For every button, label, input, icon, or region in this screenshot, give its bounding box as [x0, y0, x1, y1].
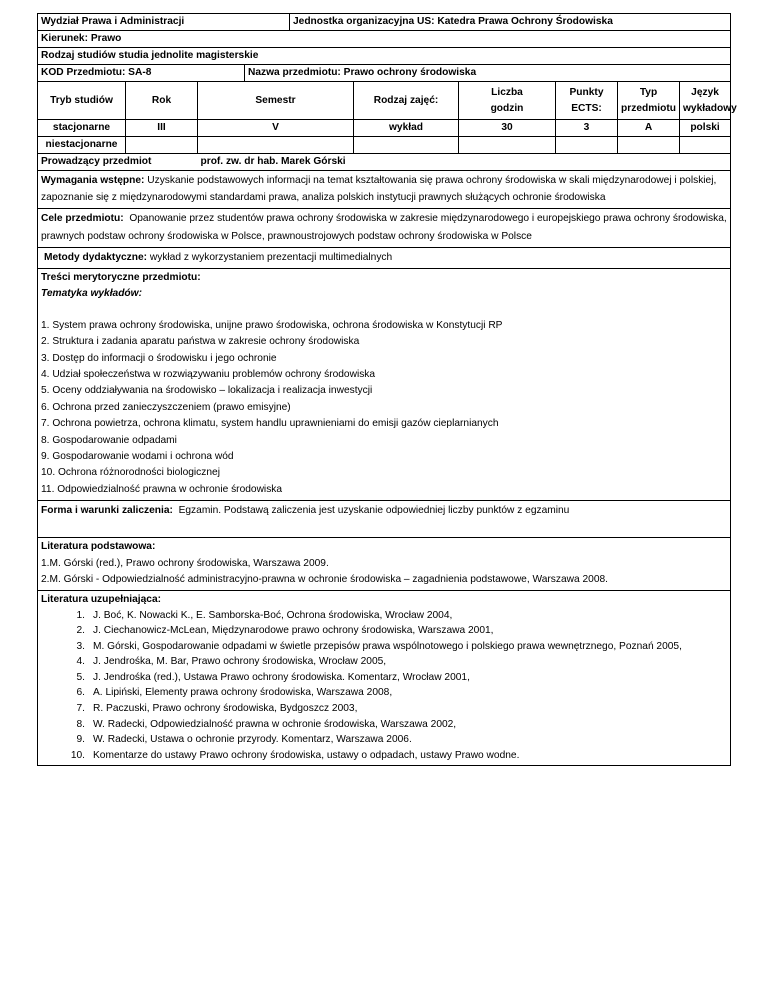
syllabus-table: [37, 13, 737, 766]
col-typ-line1: Typ: [639, 86, 658, 98]
topic-item: 2. Struktura i zadania aparatu państwa w zakresie ochrony środowiska: [41, 336, 360, 348]
content-label: Treści merytoryczne przedmiotu:: [41, 272, 201, 284]
content-sublabel: Tematyka wykładów:: [41, 288, 142, 300]
item-text: J. Jendrośka (red.), Ustawa Prawo ochrony środowiska. Komentarz, Wrocław 2001,: [93, 671, 470, 683]
course-code-cell: KOD Przedmiotu: SA-8: [38, 65, 245, 82]
item-number: 9.: [76, 734, 85, 746]
prerequisites-label: Wymagania wstępne:: [41, 175, 145, 186]
methods-cell: [38, 247, 731, 268]
literature-extra-item: [41, 748, 727, 764]
empty-cell: [556, 137, 618, 154]
literature-extra-item: [41, 670, 727, 686]
col-typ-line2: przedmiotu: [621, 102, 676, 114]
col-jezyk-line2: wykładowy: [683, 102, 737, 114]
literature-extra-item: [41, 623, 727, 639]
tryb-stacjonarne: stacjonarne: [38, 120, 126, 137]
topic-item: 7. Ochrona powietrza, ochrona klimatu, system handlu uprawnieniami do emisji gazów cieplarnianych: [41, 418, 499, 430]
rodzaj-value: wykład: [354, 120, 459, 137]
item-text: A. Lipiński, Elementy prawa ochrony środowiska, Warszawa 2008,: [93, 687, 393, 699]
godziny-value: 30: [459, 120, 556, 137]
item-number: 3.: [76, 640, 85, 652]
course-name-cell: Nazwa przedmiotu: Prawo ochrony środowiska: [245, 65, 731, 82]
col-rodzaj-header: Rodzaj zajęć:: [354, 82, 459, 120]
literature-extra-item: [41, 717, 727, 733]
col-punkty-line1: Punkty: [569, 86, 604, 98]
goals-cell: [38, 209, 731, 247]
item-number: 5.: [76, 671, 85, 683]
topic-item: 6. Ochrona przed zanieczyszczeniem (prawo emisyjne): [41, 401, 291, 413]
literature-extra-item: [41, 608, 727, 624]
empty-cell: [126, 137, 198, 154]
item-number: 8.: [76, 718, 85, 730]
topic-item: 4. Udział społeczeństwa w rozwiązywaniu problemów ochrony środowiska: [41, 369, 376, 381]
unit-cell: Jednostka organizacyjna US: Katedra Prawa Ochrony Środowiska: [290, 14, 731, 31]
topic-item: 5. Oceny oddziaływania na środowisko – lokalizacja i realizacja inwestycji: [41, 385, 373, 397]
methods-text: wykład z wykorzystaniem prezentacji multimedialnych: [149, 251, 393, 263]
col-jezyk-line1: Język: [691, 86, 719, 98]
item-number: 1.: [76, 609, 85, 621]
methods-label: Metody dydaktyczne:: [44, 251, 148, 263]
item-number: 7.: [76, 703, 85, 715]
literature-extra-cell: [38, 590, 731, 766]
topic-item: 10. Ochrona różnorodności biologicznej: [41, 467, 220, 479]
study-type-cell: Rodzaj studiów studia jednolite magisterskie: [38, 48, 731, 65]
topic-item: 8. Gospodarowanie odpadami: [41, 434, 177, 446]
literature-extra-item: [41, 685, 727, 701]
topic-item: 11. Odpowiedzialność prawna w ochronie środowiska: [41, 483, 283, 495]
direction-cell: Kierunek: Prawo: [38, 31, 731, 48]
syllabus-document: [37, 13, 737, 766]
goals-label: Cele przedmiotu:: [41, 213, 124, 225]
item-text: J. Ciechanowicz-McLean, Międzynarodowe prawo ochrony środowiska, Warszawa 2001,: [93, 625, 494, 637]
item-number: 10.: [70, 749, 85, 761]
literature-basic-cell: [38, 538, 731, 591]
prerequisites-cell: [38, 171, 731, 209]
empty-cell: [459, 137, 556, 154]
col-punkty-header: [556, 82, 618, 120]
rok-value: III: [126, 120, 198, 137]
literature-extra-item: [41, 639, 727, 655]
literature-extra-list: [41, 608, 727, 764]
col-jezyk-header: [680, 82, 737, 120]
literature-extra-item: [41, 654, 727, 670]
assessment-text: Egzamin. Podstawą zaliczenia jest uzyskanie odpowiedniej liczby punktów z egzaminu: [178, 505, 570, 517]
empty-cell: [618, 137, 680, 154]
item-text: J. Jendrośka, M. Bar, Prawo ochrony środowiska, Wrocław 2005,: [93, 656, 387, 668]
empty-cell: [354, 137, 459, 154]
typ-value: A: [618, 120, 680, 137]
item-text: M. Górski, Gospodarowanie odpadami w świetle przepisów prawa wspólnotowego i polskiego prawa wewnętrznego, Poznań 2005,: [93, 640, 682, 652]
lecturer-name: prof. zw. dr hab. Marek Górski: [198, 154, 731, 171]
item-text: J. Boć, K. Nowacki K., E. Samborska-Boć, Ochrona środowiska, Wrocław 2004,: [93, 609, 453, 621]
assessment-label: Forma i warunki zaliczenia:: [41, 505, 173, 517]
col-liczba-header: [459, 82, 556, 120]
faculty-cell: Wydział Prawa i Administracji: [38, 14, 290, 31]
item-number: 2.: [76, 625, 85, 637]
topic-item: 3. Dostęp do informacji o środowisku i jego ochronie: [41, 352, 277, 364]
empty-cell: [198, 137, 354, 154]
col-rok-header: Rok: [126, 82, 198, 120]
item-text: W. Radecki, Ustawa o ochronie przyrody. Komentarz, Warszawa 2006.: [93, 734, 412, 746]
item-text: W. Radecki, Odpowiedzialność prawna w ochronie środowiska, Warszawa 2002,: [93, 718, 457, 730]
ects-value: 3: [556, 120, 618, 137]
col-tryb-header: Tryb studiów: [38, 82, 126, 120]
topic-item: 1. System prawa ochrony środowiska, unijne prawo środowiska, ochrona środowiska w Konstytucji RP: [41, 319, 503, 331]
content-cell: [38, 269, 731, 501]
jezyk-value: polski: [680, 120, 731, 137]
lecturer-label: Prowadzący przedmiot: [38, 154, 198, 171]
literature-basic-item: 1.M. Górski (red.), Prawo ochrony środowiska, Warszawa 2009.: [41, 557, 329, 569]
literature-extra-label: Literatura uzupełniająca:: [41, 593, 162, 605]
goals-text: Opanowanie przez studentów prawa ochrony środowiska w zakresie międzynarodowego i europejskiego prawa ochrony środowiska, prawnych podstaw ochrony środowiska w Polsce, prawnoustrojowych podstaw ochrony środowiska w Polsce: [41, 213, 727, 242]
literature-basic-label: Literatura podstawowa:: [41, 541, 156, 553]
prerequisites-text: Uzyskanie podstawowych informacji na temat kształtowania się prawa ochrony środowiska w skali międzynarodowej i polskiej, zapoznanie się z międzynarodowymi standardami prawa, analiza polskich instytucji prawnych służących ochronie środowiska: [41, 175, 717, 204]
empty-cell: [680, 137, 731, 154]
item-text: Komentarze do ustawy Prawo ochrony środowiska, ustawy o odpadach, ustawy Prawo wodne.: [93, 749, 520, 761]
col-typ-header: [618, 82, 680, 120]
col-semestr-header: Semestr: [198, 82, 354, 120]
col-liczba-line2: godzin: [490, 102, 524, 114]
col-punkty-line2: ECTS:: [571, 102, 602, 114]
item-number: 6.: [76, 687, 85, 699]
literature-extra-item: [41, 701, 727, 717]
topic-item: 9. Gospodarowanie wodami i ochrona wód: [41, 451, 234, 463]
assessment-cell: [38, 501, 731, 538]
literature-extra-item: [41, 732, 727, 748]
tryb-niestacjonarne: niestacjonarne: [38, 137, 126, 154]
literature-basic-item: 2.M. Górski - Odpowiedzialność administracyjno-prawna w ochronie środowiska – zagadnienia podstawowe, Warszawa 2008.: [41, 573, 608, 585]
col-liczba-line1: Liczba: [491, 86, 523, 98]
item-number: 4.: [76, 656, 85, 668]
item-text: R. Paczuski, Prawo ochrony środowiska, Bydgoszcz 2003,: [93, 703, 358, 715]
semestr-value: V: [198, 120, 354, 137]
